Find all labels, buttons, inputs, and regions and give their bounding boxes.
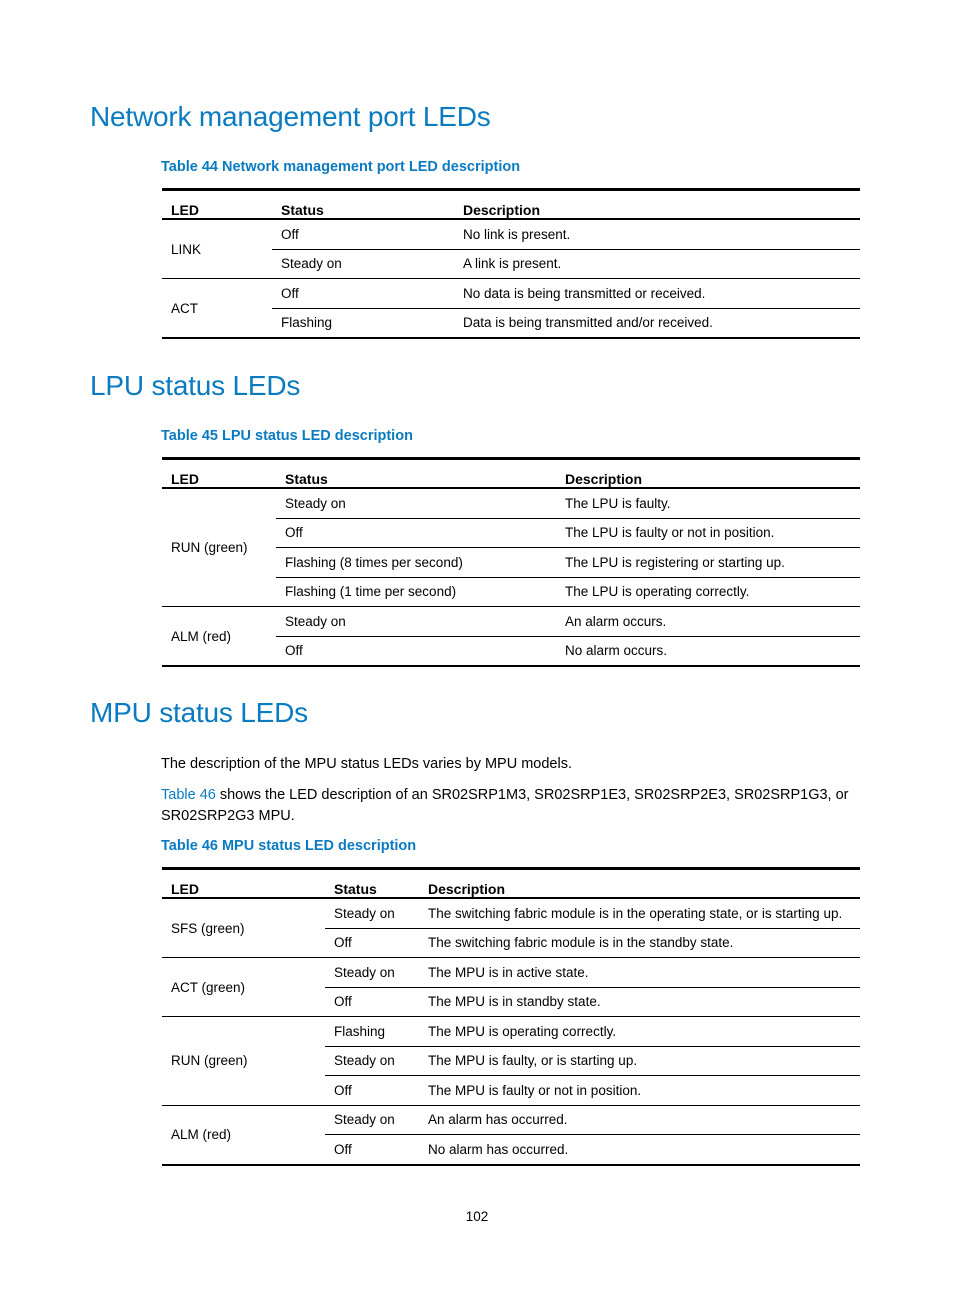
description-cell: The LPU is operating correctly. (556, 577, 860, 607)
column-header: Status (272, 190, 454, 220)
network-table-caption: Table 44 Network management port LED description (161, 159, 521, 175)
description-cell: The LPU is registering or starting up. (556, 548, 860, 578)
table-row (162, 279, 860, 309)
status-cell: Off (325, 987, 419, 1017)
lpu-led-table (162, 457, 860, 667)
led-name-cell: RUN (green) (162, 1017, 325, 1106)
status-cell: Off (272, 279, 454, 309)
table-row (162, 219, 860, 249)
description-cell: The MPU is faulty, or is starting up. (419, 1046, 860, 1076)
mpu-led-table (162, 867, 860, 1166)
description-cell: The switching fabric module is in the operating state, or is starting up. (419, 898, 860, 928)
mpu-reference-paragraph (161, 785, 871, 827)
network-heading: Network management port LEDs (90, 101, 491, 132)
description-cell: The MPU is in active state. (419, 958, 860, 988)
description-cell: The switching fabric module is in the standby state. (419, 928, 860, 958)
status-cell: Steady on (276, 607, 556, 637)
status-cell: Steady on (276, 488, 556, 518)
description-cell: No alarm occurs. (556, 636, 860, 666)
led-name-cell: ACT (162, 279, 272, 339)
description-cell: The LPU is faulty. (556, 488, 860, 518)
table-row (162, 898, 860, 928)
mpu-table-caption: Table 46 MPU status LED description (161, 838, 417, 854)
status-cell: Steady on (325, 958, 419, 988)
column-header: Status (325, 869, 419, 899)
led-name-cell: RUN (green) (162, 488, 276, 607)
header-row (162, 190, 860, 220)
column-header: Description (556, 459, 860, 489)
led-name-cell: LINK (162, 219, 272, 279)
table-row (162, 1017, 860, 1047)
led-name-cell: ACT (green) (162, 958, 325, 1017)
header-row (162, 459, 860, 489)
description-cell: Data is being transmitted and/or received. (454, 308, 860, 338)
status-cell: Flashing (8 times per second) (276, 548, 556, 578)
status-cell: Steady on (325, 898, 419, 928)
status-cell: Off (272, 219, 454, 249)
status-cell: Flashing (272, 308, 454, 338)
status-cell: Steady on (325, 1105, 419, 1135)
led-name-cell: ALM (red) (162, 1105, 325, 1165)
description-cell: An alarm occurs. (556, 607, 860, 637)
table-46-link[interactable]: Table 46 (161, 787, 216, 803)
description-cell: No link is present. (454, 219, 860, 249)
table-row (162, 958, 860, 988)
mpu-reference-text: shows the LED description of an SR02SRP1M3, SR02SRP1E3, SR02SRP2E3, SR02SRP1G3, or SR02SRP2G3 MPU. (161, 787, 849, 824)
status-cell: Steady on (325, 1046, 419, 1076)
column-header: Description (454, 190, 860, 220)
page-number: 102 (465, 1209, 489, 1224)
description-cell: No alarm has occurred. (419, 1135, 860, 1165)
column-header: LED (162, 190, 272, 220)
status-cell: Flashing (1 time per second) (276, 577, 556, 607)
header-row (162, 869, 860, 899)
description-cell: The MPU is operating correctly. (419, 1017, 860, 1047)
description-cell: No data is being transmitted or received. (454, 279, 860, 309)
description-cell: An alarm has occurred. (419, 1105, 860, 1135)
column-header: LED (162, 459, 276, 489)
status-cell: Steady on (272, 249, 454, 279)
lpu-heading: LPU status LEDs (90, 370, 301, 401)
led-name-cell: ALM (red) (162, 607, 276, 667)
status-cell: Off (325, 928, 419, 958)
status-cell: Off (276, 518, 556, 548)
status-cell: Off (325, 1076, 419, 1106)
table-row (162, 607, 860, 637)
mpu-intro-text: The description of the MPU status LEDs varies by MPU models. (161, 756, 572, 772)
description-cell: A link is present. (454, 249, 860, 279)
description-cell: The MPU is faulty or not in position. (419, 1076, 860, 1106)
status-cell: Flashing (325, 1017, 419, 1047)
status-cell: Off (325, 1135, 419, 1165)
table-row (162, 488, 860, 518)
column-header: LED (162, 869, 325, 899)
mpu-heading: MPU status LEDs (90, 697, 308, 728)
table-row (162, 1105, 860, 1135)
status-cell: Off (276, 636, 556, 666)
description-cell: The MPU is in standby state. (419, 987, 860, 1017)
led-name-cell: SFS (green) (162, 898, 325, 958)
description-cell: The LPU is faulty or not in position. (556, 518, 860, 548)
column-header: Description (419, 869, 860, 899)
column-header: Status (276, 459, 556, 489)
network-led-table (162, 188, 860, 339)
lpu-table-caption: Table 45 LPU status LED description (161, 428, 413, 444)
